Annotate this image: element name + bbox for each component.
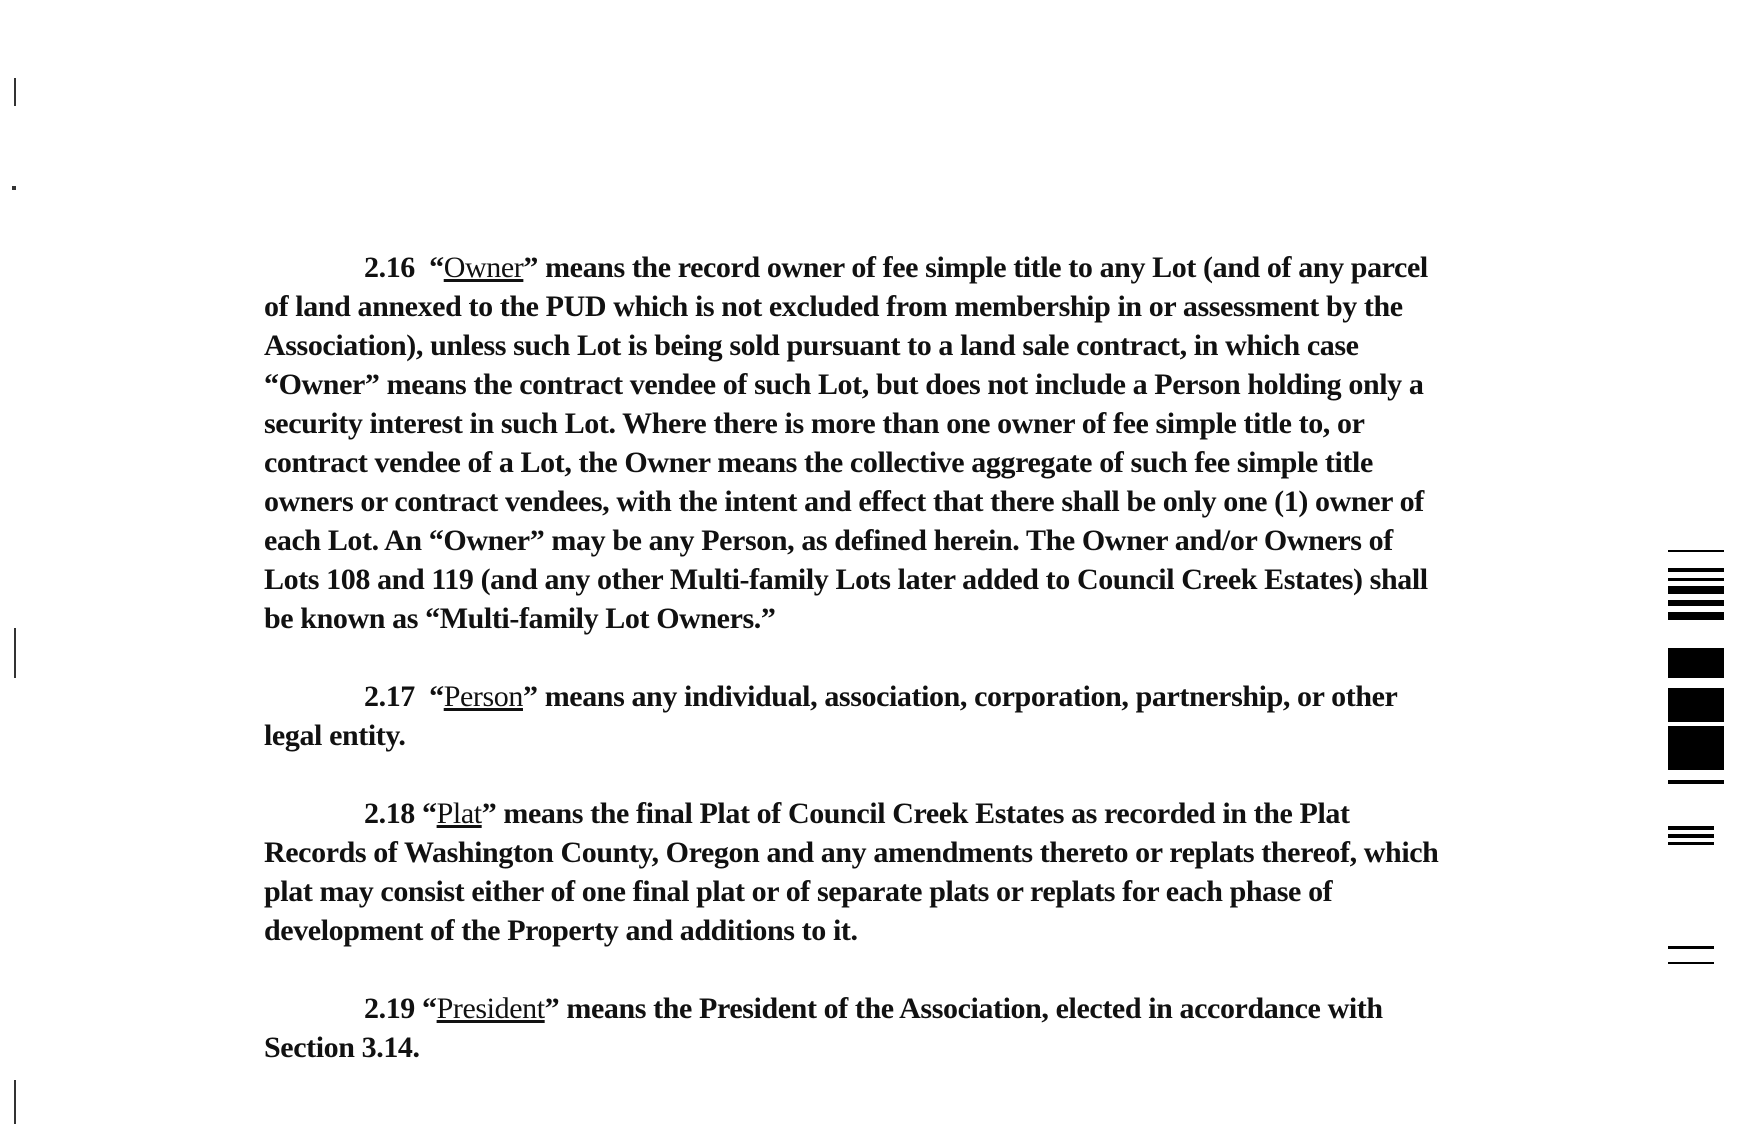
defined-term: Person (443, 680, 523, 713)
section-2-19: 2.19 “President” means the President of the Association, elected in accordance with Section 3.14. (264, 992, 1383, 1064)
scan-artifact (14, 1080, 16, 1124)
scan-bar (1668, 826, 1714, 830)
scan-bar (1668, 612, 1724, 620)
section-text: means the record owner of fee simple title to any Lot (and of any parcel of land annexed to the PUD which is not excluded from membership in or assessment by the Association), unless such Lot is being sold pursuant to a land sale contract, in which case “Owner” means the contract vendee of such Lot, but does not include a Person holding only a security interest in such Lot. Where there is more than one owner of fee simple title to, or contract vendee of a Lot, the Owner means the collective aggregate of such fee simple title owners or contract vendees, with the intent and effect that there shall be only one (1) owner of each Lot. An “Owner” may be any Person, as defined herein. The Owner and/or Owners of Lots 108 and 119 (and any other Multi-family Lots later added to Council Creek Estates) shall be known as “Multi-family Lot Owners.” (264, 251, 1428, 635)
section-2-17: 2.17 “Person” means any individual, association, corporation, partnership, or other legal entity. (264, 680, 1397, 752)
scan-bar (1668, 842, 1714, 845)
scan-bar (1668, 688, 1724, 722)
section-text: means the President of the Association, elected in accordance with Section 3.14. (264, 992, 1383, 1064)
section-2-18: 2.18 “Plat” means the final Plat of Council Creek Estates as recorded in the Plat Records of Washington County, Oregon and any amendments thereto or replats thereof, which plat may consist either of one final plat or of separate plats or replats for each phase of development of the Property and additions to it. (264, 797, 1439, 947)
scan-edge-marks (1668, 550, 1728, 970)
section-2-16: 2.16 “Owner” means the record owner of fee simple title to any Lot (and of any parcel of land annexed to the PUD which is not excluded from membership in or assessment by the Association), unless such Lot is being sold pursuant to a land sale contract, in which case “Owner” means the contract vendee of such Lot, but does not include a Person holding only a security interest in such Lot. Where there is more than one owner of fee simple title to, or contract vendee of a Lot, the Owner means the collective aggregate of such fee simple title owners or contract vendees, with the intent and effect that there shall be only one (1) owner of each Lot. An “Owner” may be any Person, as defined herein. The Owner and/or Owners of Lots 108 and 119 (and any other Multi-family Lots later added to Council Creek Estates) shall be known as “Multi-family Lot Owners.” (264, 251, 1428, 635)
scan-bar (1668, 726, 1724, 770)
section-text: means the final Plat of Council Creek Estates as recorded in the Plat Records of Washington County, Oregon and any amendments thereto or replats thereof, which plat may consist either of one final plat or of separate plats or replats for each phase of development of the Property and additions to it. (264, 797, 1439, 947)
section-number: 2.16 (364, 251, 415, 284)
scan-artifact (12, 186, 16, 190)
scan-bar (1668, 780, 1724, 784)
scan-bar (1668, 600, 1724, 606)
scan-bar (1668, 834, 1714, 838)
section-number: 2.17 (364, 680, 415, 713)
scan-bar (1668, 648, 1724, 678)
document-body (264, 248, 1444, 1067)
scan-artifact (14, 78, 16, 106)
scan-bar (1668, 578, 1724, 581)
defined-term: Owner (443, 251, 524, 284)
scan-bar (1668, 586, 1724, 594)
scan-bar (1668, 962, 1714, 964)
scan-bar (1668, 946, 1714, 949)
scan-artifact (14, 628, 16, 678)
section-number: 2.19 (364, 992, 415, 1025)
scan-bar (1668, 568, 1724, 572)
defined-term: Plat (436, 797, 482, 830)
section-number: 2.18 (364, 797, 415, 830)
defined-term: President (436, 992, 545, 1025)
section-text: means any individual, association, corporation, partnership, or other legal entity. (264, 680, 1397, 752)
scan-bar (1668, 550, 1724, 552)
